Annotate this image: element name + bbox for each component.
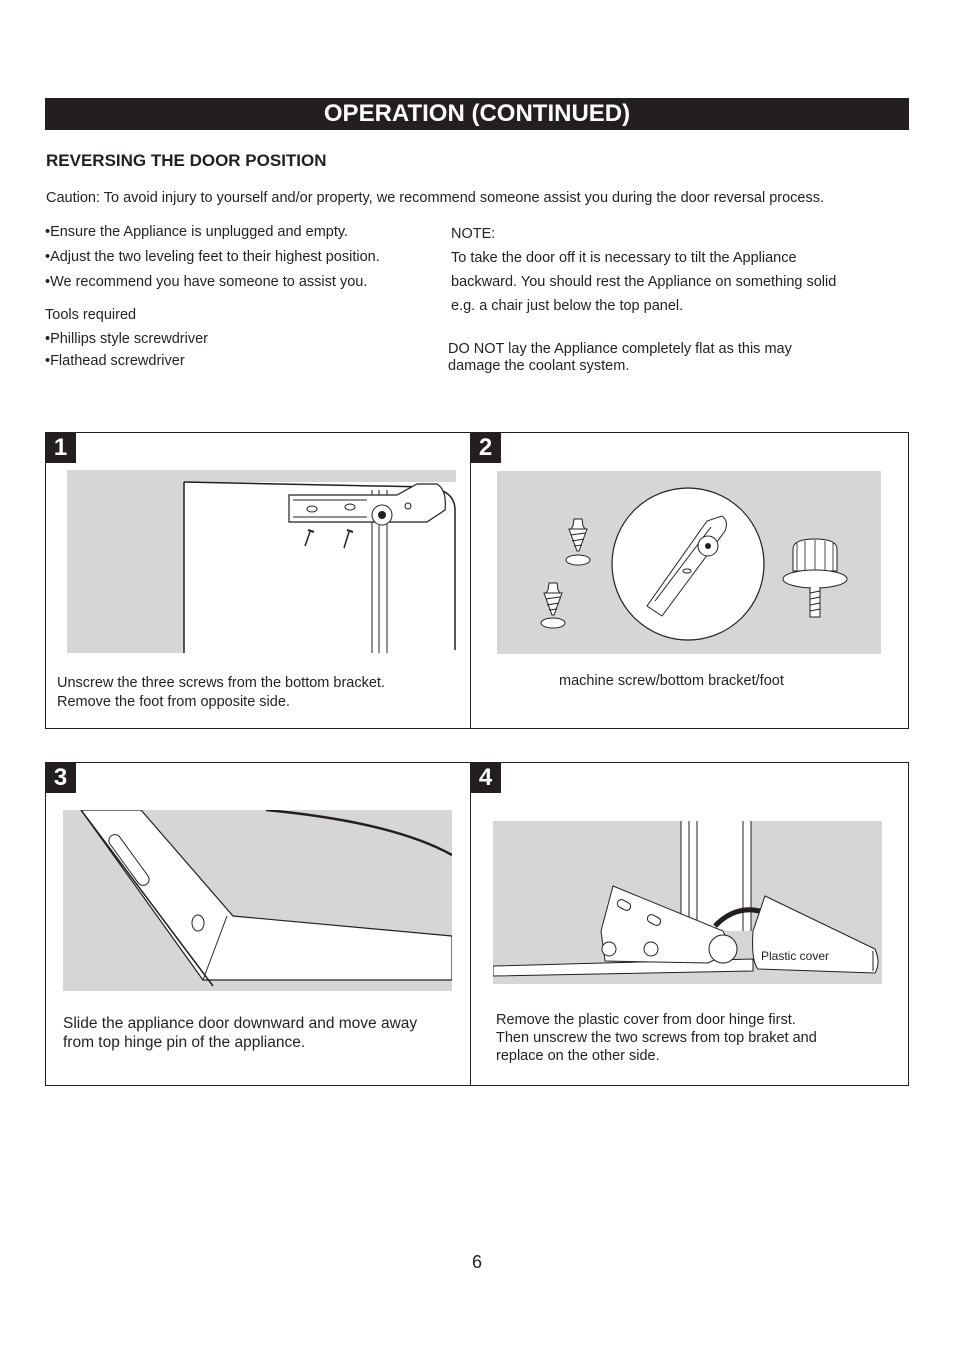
tool-item: •Flathead screwdriver (45, 353, 185, 369)
caption-line: Then unscrew the two screws from top braket and (496, 1030, 817, 1046)
step-1-illustration (67, 470, 456, 653)
step-3-number: 3 (45, 762, 76, 793)
tools-heading: Tools required (45, 307, 137, 323)
note-line: To take the door off it is necessary to tilt the Appliance (451, 250, 797, 266)
caption-line: Remove the plastic cover from door hinge first. (496, 1012, 796, 1028)
warning-block (448, 341, 792, 375)
bullet-unplug: •Ensure the Appliance is unplugged and empty. (45, 224, 349, 240)
step-1-number: 1 (45, 432, 76, 463)
caption-line: Unscrew the three screws from the bottom bracket. (57, 675, 385, 691)
step-4-number: 4 (470, 762, 501, 793)
step-2-number: 2 (470, 432, 501, 463)
caption-line: from top hinge pin of the appliance. (63, 1034, 306, 1051)
caption-line: Remove the foot from opposite side. (57, 694, 290, 710)
section-title: REVERSING THE DOOR POSITION (46, 151, 327, 170)
caption-line: replace on the other side. (496, 1048, 660, 1064)
step-2-illustration (497, 471, 881, 654)
tool-item: •Phillips style screwdriver (45, 331, 209, 347)
note-label: NOTE: (451, 226, 496, 242)
warning-line: DO NOT lay the Appliance completely flat as this may (448, 341, 792, 357)
page-number: 6 (471, 1252, 482, 1272)
warning-line: damage the coolant system. (448, 358, 630, 374)
note-block (451, 222, 836, 318)
caution-text: Caution: To avoid injury to yourself and/or property, we recommend someone assist you during the door reversal process. (46, 190, 825, 206)
step-4-illustration (493, 821, 882, 984)
caption-line: Slide the appliance door downward and move away (63, 1015, 418, 1032)
plastic-cover-label: Plastic cover (761, 949, 830, 963)
step-4-caption (496, 1011, 817, 1065)
step-3-illustration (63, 810, 452, 991)
bullet-leveling-feet: •Adjust the two leveling feet to their highest position. (45, 249, 380, 265)
note-line: e.g. a chair just below the top panel. (451, 298, 684, 314)
caption-line: machine screw/bottom bracket/foot (559, 673, 784, 689)
step-1-caption (57, 674, 385, 712)
section-banner: OPERATION (CONTINUED) (45, 98, 909, 130)
bullet-assist: •We recommend you have someone to assist you. (45, 274, 368, 290)
step-2-caption (559, 672, 784, 691)
step-3-caption (63, 1014, 417, 1052)
note-line: backward. You should rest the Appliance on something solid (451, 274, 837, 290)
